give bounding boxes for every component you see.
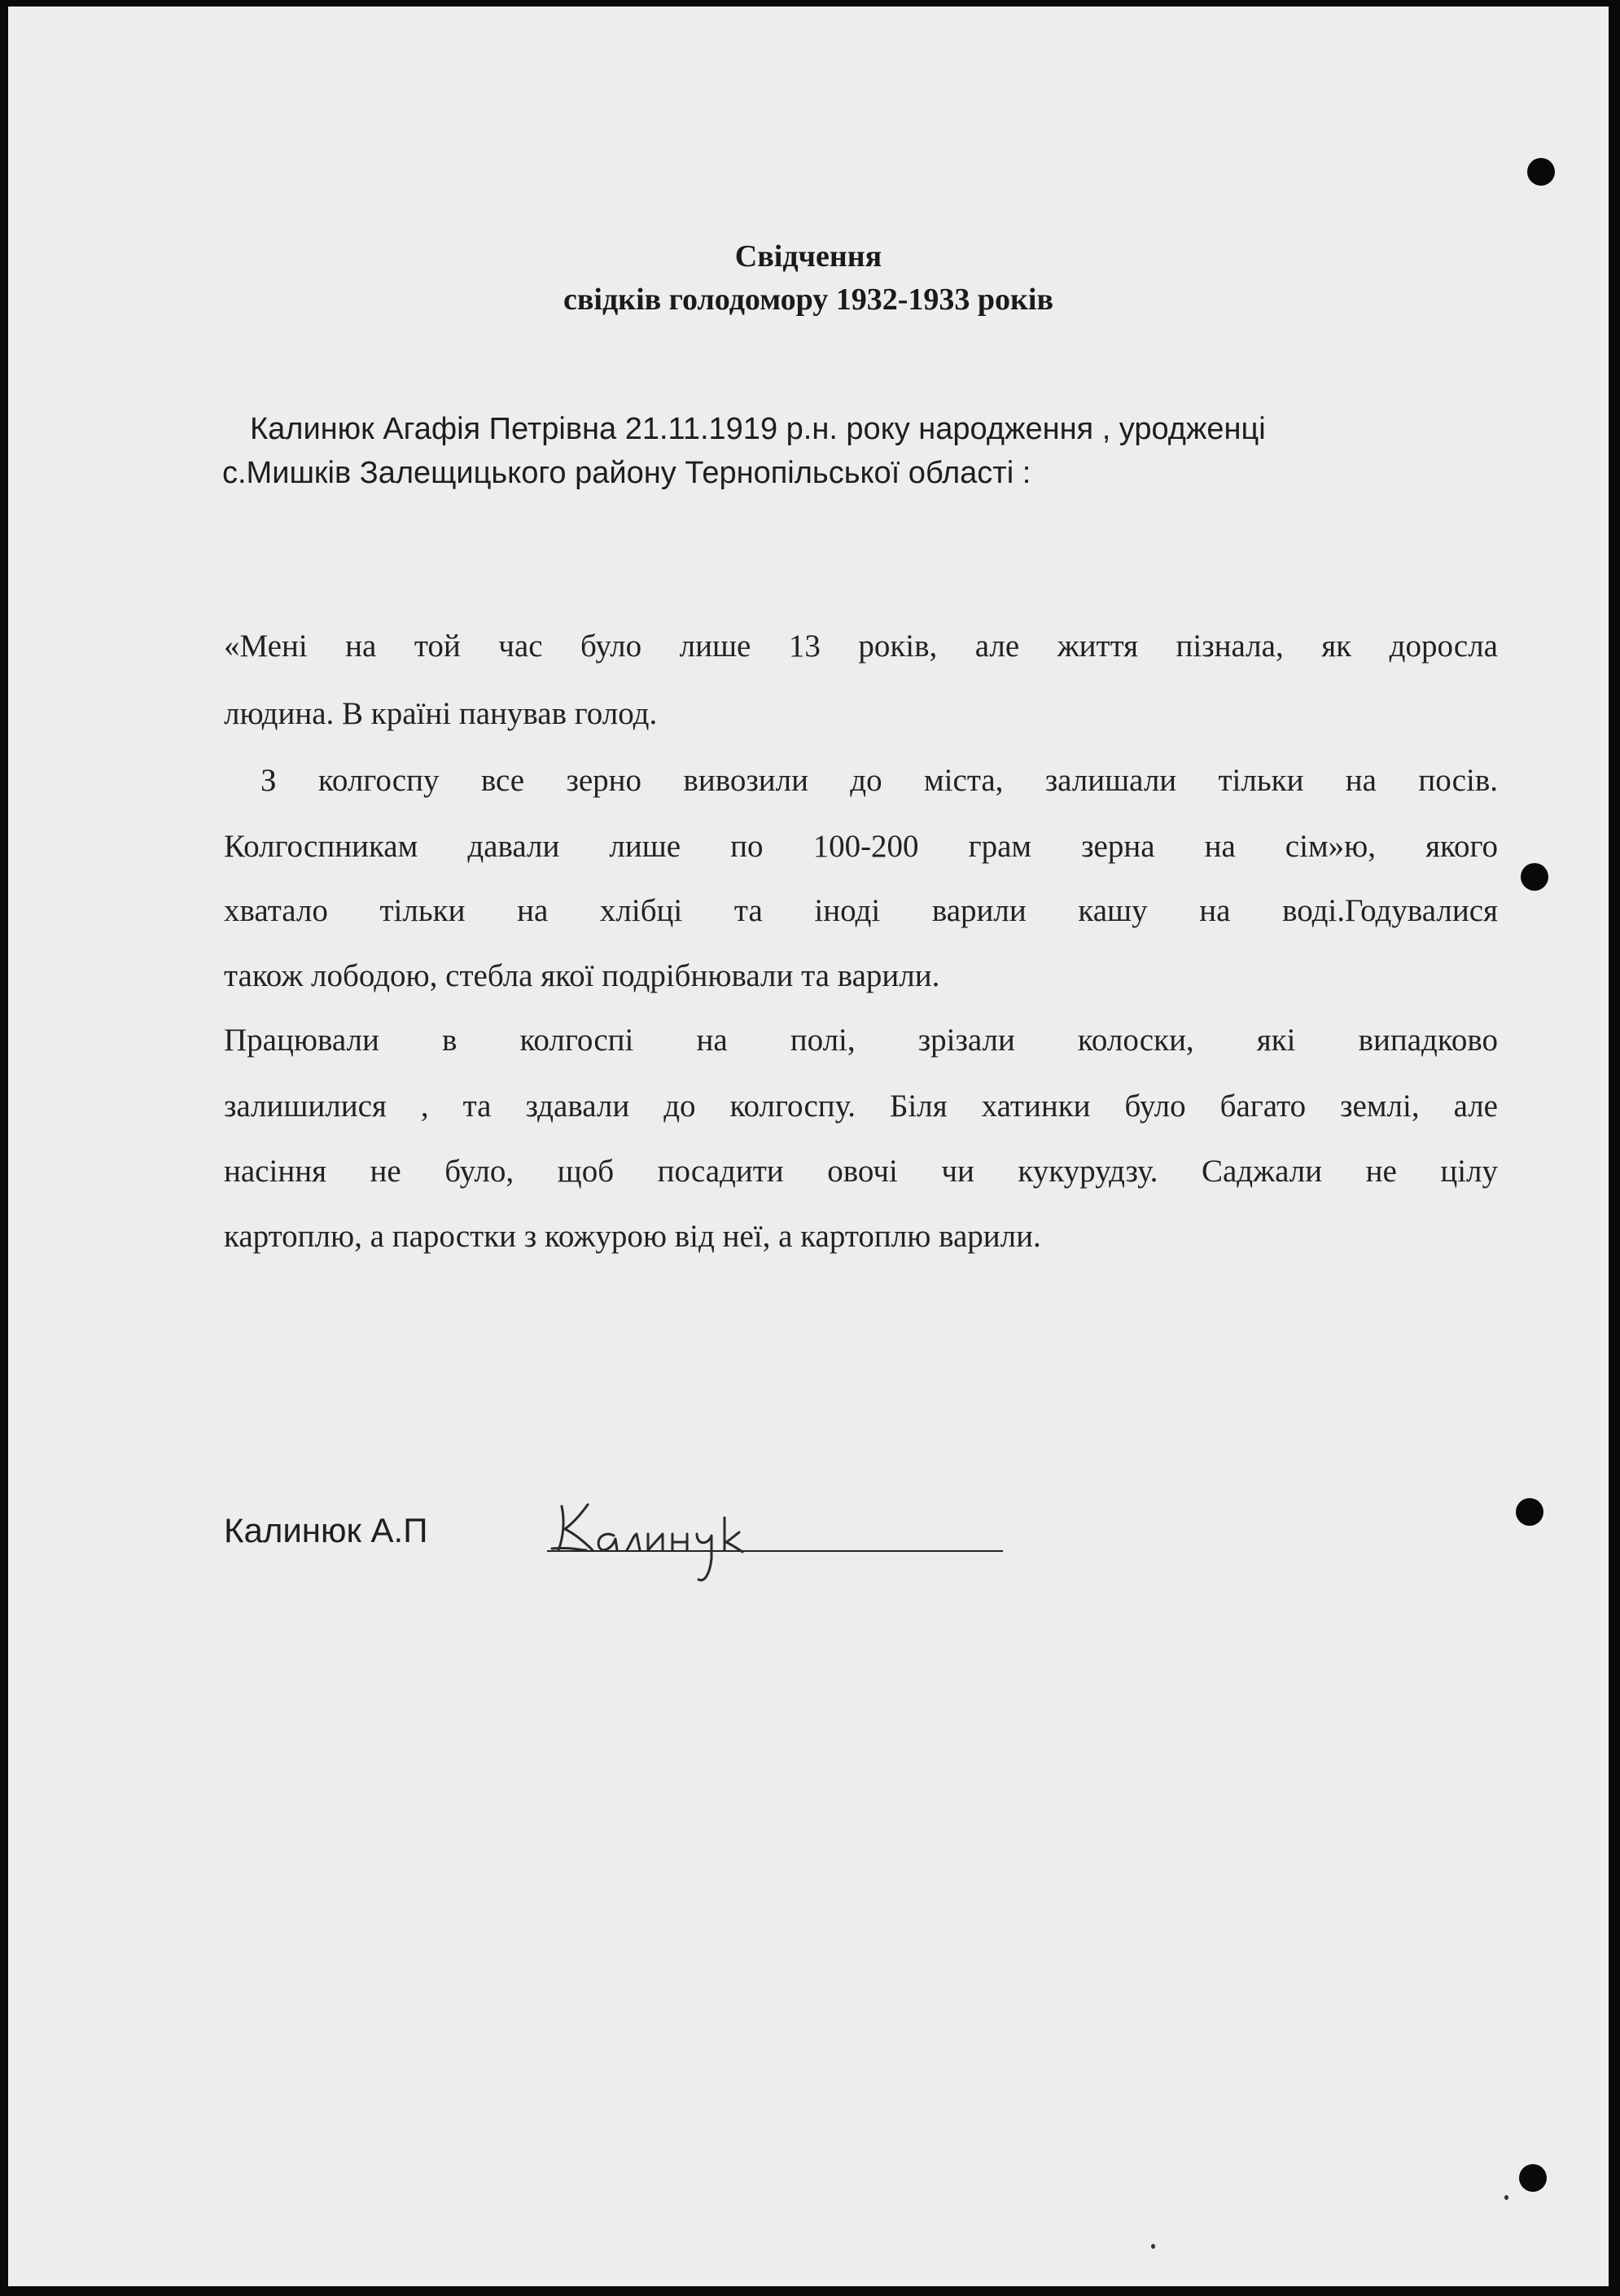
- body-line-6: також лободою, стебла якої подрібнювали та варили.: [224, 958, 940, 993]
- intro-line-1: Калинюк Агафія Петрівна 21.11.1919 р.н. року народження , уродженці: [250, 412, 1266, 446]
- paper-speck: [1504, 2195, 1508, 2200]
- body-line-3: З колгоспу все зерно вивозили до міста, залишали тільки на посів.: [261, 763, 1498, 798]
- body-line-10: картоплю, а паростки з кожурою від неї, а картоплю варили.: [224, 1219, 1041, 1254]
- punch-hole: [1521, 863, 1548, 891]
- body-line-2: людина. В країні панував голод.: [224, 696, 658, 731]
- document-title: Свідчення: [734, 239, 882, 274]
- body-line-7: Працювали в колгоспі на полі, зрізали колоски, які випадково: [224, 1023, 1498, 1058]
- body-line-1: «Мені на той час було лише 13 років, але життя пізнала, як доросла: [224, 629, 1498, 664]
- intro-line-2: с.Мишків Залещицького району Тернопільської області :: [222, 456, 1031, 490]
- handwritten-signature: [547, 1488, 808, 1594]
- body-line-5: хватало тільки на хлібці та іноді варили кашу на воді.Годувалися: [224, 893, 1498, 928]
- document-page: [8, 7, 1609, 2286]
- punch-hole: [1516, 1498, 1543, 1526]
- body-line-8: залишилися , та здавали до колгоспу. Біля хатинки було багато землі, але: [224, 1089, 1498, 1124]
- document-subtitle: свідків голодомору 1932-1933 років: [563, 283, 1053, 317]
- signer-name: Калинюк А.П: [224, 1511, 428, 1549]
- punch-hole: [1527, 158, 1555, 186]
- body-line-4: Колгоспникам давали лише по 100-200 грам зерна на сім»ю, якого: [224, 829, 1498, 864]
- punch-hole: [1519, 2164, 1547, 2192]
- paper-speck: [1151, 2244, 1155, 2249]
- body-line-9: насіння не було, щоб посадити овочі чи кукурудзу. Саджали не цілу: [224, 1154, 1498, 1189]
